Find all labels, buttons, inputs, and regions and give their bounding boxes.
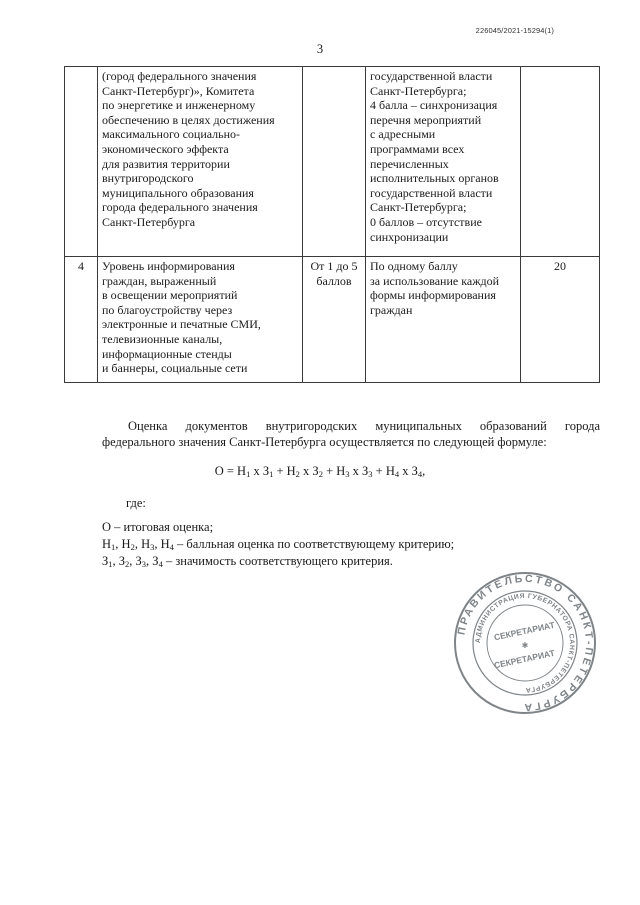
- paragraph-line: федерального значения Санкт-Петербурга осуществляется по следующей формуле:: [102, 435, 547, 449]
- formula-term: [237, 464, 287, 478]
- z-sub: 2: [318, 469, 323, 479]
- op: х: [299, 464, 313, 478]
- formula-term: [386, 464, 425, 478]
- criterion-line: экономического эффекта: [102, 141, 229, 156]
- criterion-line: максимального социально-: [102, 127, 241, 142]
- h-letter: Н: [141, 537, 151, 551]
- range-line: От 1 до 5: [310, 259, 358, 273]
- sep: +: [273, 464, 287, 478]
- range-line: баллов: [316, 273, 352, 288]
- z-sub: 1: [269, 469, 274, 479]
- op: х: [250, 464, 263, 478]
- z-def-text: – значимость соответствующего критерия.: [162, 554, 393, 568]
- table-row: [65, 67, 600, 257]
- z-letter: З: [362, 464, 369, 478]
- scoring-line: синхронизации: [370, 229, 449, 244]
- scoring-line: программами всех: [370, 141, 465, 156]
- definition-o: О – итоговая оценка;: [102, 520, 214, 534]
- z-letter: З: [102, 554, 109, 568]
- scoring-line: 0 баллов – отсутствие: [370, 214, 482, 229]
- scoring-line: за использование каждой: [370, 273, 500, 288]
- z-sub: 4: [417, 469, 423, 479]
- formula-lhs: О =: [214, 464, 238, 478]
- criterion-line: города федерального значения: [102, 200, 258, 215]
- z-sub: 4: [158, 559, 163, 569]
- criterion-line: внутригородского: [102, 171, 194, 186]
- scoring-line: перечисленных: [370, 156, 449, 171]
- scoring-line: с адресными: [370, 127, 436, 142]
- cell-number: [65, 67, 98, 257]
- scoring-line: граждан: [370, 302, 413, 317]
- cell-scoring: [366, 67, 521, 257]
- op: х: [399, 464, 412, 478]
- formula: [0, 464, 640, 479]
- table-row: [65, 257, 600, 383]
- criterion-line: Санкт-Петербург)», Комитета: [102, 83, 255, 98]
- scoring-line: государственной власти: [370, 185, 493, 200]
- cell-range: [303, 67, 366, 257]
- sep: +: [322, 464, 337, 478]
- scoring-line: государственной власти: [370, 69, 493, 83]
- criterion-line: по благоустройству через: [102, 302, 233, 317]
- h-sub: 1: [111, 542, 116, 552]
- z-sub: 3: [368, 469, 373, 479]
- scoring-line: 4 балла – синхронизация: [370, 98, 498, 113]
- definition-z: $З_1$, $З_2$, $З_3$, $З_4$ – значимость соответствующего критерия.: [102, 554, 393, 569]
- cell-range: [303, 257, 366, 383]
- scoring-line: перечня мероприятий: [370, 112, 482, 127]
- secretariat-seal-stamp: [450, 568, 600, 718]
- seal-outer-text: ПРАВИТЕЛЬСТВО САНКТ-ПЕТЕРБУРГА: [455, 572, 596, 714]
- sep: +: [372, 464, 386, 478]
- where-label: где:: [126, 496, 146, 510]
- cell-criterion: [98, 67, 303, 257]
- h-letter: Н: [121, 537, 131, 551]
- h-letter: Н: [237, 464, 247, 478]
- h-sub: 3: [150, 542, 155, 552]
- paragraph-line: Оценка документов внутригородских муниципальных образований города: [128, 419, 600, 433]
- star-icon: ✱: [521, 641, 529, 650]
- criterion-line: для развития территории: [102, 156, 230, 171]
- definitions: [102, 519, 454, 570]
- cell-number: 4: [65, 257, 98, 383]
- criterion-line: телевизионные каналы,: [102, 331, 223, 346]
- z-letter: З: [118, 554, 126, 568]
- h-sub: 1: [246, 469, 251, 479]
- h-letter: Н: [336, 464, 346, 478]
- cell-weight: 20: [521, 257, 600, 383]
- criterion-line: муниципального образования: [102, 185, 254, 200]
- z-letter: З: [411, 464, 418, 478]
- cell-weight: [521, 67, 600, 257]
- seal-inner-text: АДМИНИСТРАЦИЯ ГУБЕРНАТОРА САНКТ-ПЕТЕРБУРГА: [474, 592, 576, 694]
- z-sub: 1: [108, 559, 113, 569]
- z-letter: З: [152, 554, 159, 568]
- scoring-line: исполнительных органов: [370, 171, 499, 186]
- criterion-line: (город федерального значения: [102, 69, 257, 83]
- registration-number: 226045/2021-15294(1): [475, 26, 554, 35]
- criterion-line: по энергетике и инженерному: [102, 98, 256, 113]
- h-sub: 2: [295, 469, 300, 479]
- criteria-table: [64, 66, 600, 383]
- criterion-line: Санкт-Петербурга: [102, 214, 196, 229]
- h-letter: Н: [385, 464, 395, 478]
- sep: ,: [422, 464, 426, 478]
- z-letter: З: [312, 464, 319, 478]
- scoring-line: По одному баллу: [370, 259, 458, 273]
- h-sub: 2: [130, 542, 135, 552]
- h-sub: 4: [394, 469, 400, 479]
- scoring-line: Санкт-Петербурга;: [370, 200, 467, 215]
- formula-term: [287, 464, 337, 478]
- criterion-line: граждан, выраженный: [102, 273, 217, 288]
- h-letter: Н: [102, 537, 112, 551]
- cell-scoring: [366, 257, 521, 383]
- op: х: [349, 464, 363, 478]
- h-sub: 4: [169, 542, 174, 552]
- criterion-line: и баннеры, социальные сети: [102, 361, 248, 376]
- criterion-line: электронные и печатные СМИ,: [102, 317, 261, 332]
- z-sub: 2: [125, 559, 130, 569]
- definition-h: $Н_1$, $Н_2$, $Н_3$, $Н_4$ – балльная оценка по соответствующему критерию;: [102, 537, 455, 552]
- criterion-line: в освещении мероприятий: [102, 288, 238, 303]
- seal-center-text: СЕКРЕТАРИАТ: [493, 619, 556, 643]
- seal-center-text-lower: СЕКРЕТАРИАТ: [493, 647, 556, 671]
- cell-criterion: [98, 257, 303, 383]
- criterion-line: информационные стенды: [102, 346, 232, 361]
- scoring-line: Санкт-Петербурга;: [370, 83, 467, 98]
- z-letter: З: [135, 554, 142, 568]
- h-letter: Н: [286, 464, 296, 478]
- formula-term: [336, 464, 386, 478]
- criterion-line: Уровень информирования: [102, 259, 235, 273]
- scoring-line: формы информирования: [370, 288, 496, 303]
- page-number: 3: [316, 42, 324, 56]
- z-sub: 3: [141, 559, 147, 569]
- h-letter: Н: [160, 537, 170, 551]
- h-def-text: – балльная оценка по соответствующему критерию;: [173, 537, 455, 551]
- criterion-line: обеспечению в целях достижения: [102, 112, 275, 127]
- z-letter: З: [262, 464, 270, 478]
- h-sub: 3: [345, 469, 350, 479]
